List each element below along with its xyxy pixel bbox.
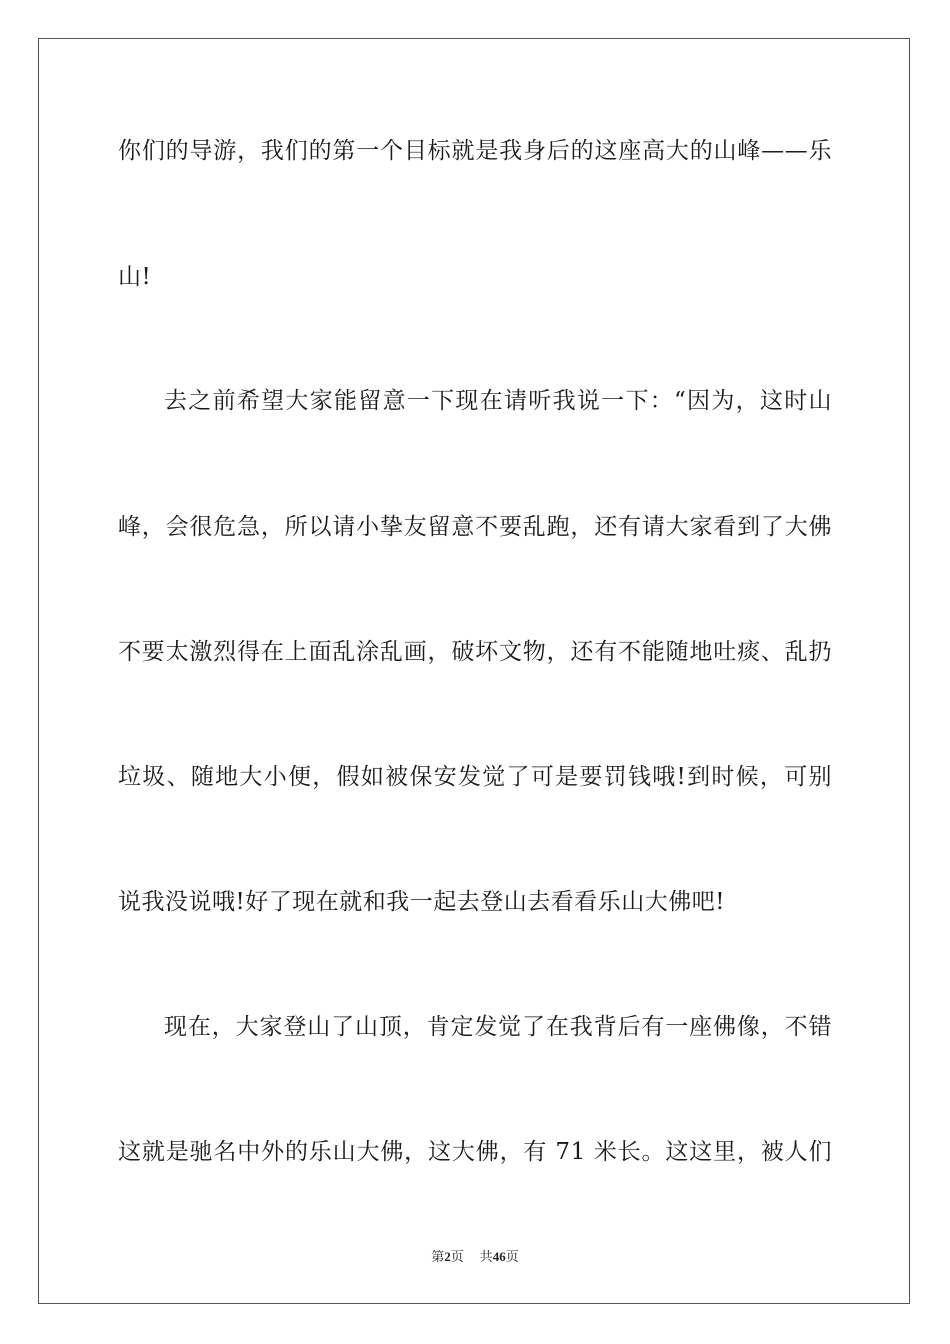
text-line-8: 现在，大家登山了山顶，肯定发觉了在我背后有一座佛像，不错 — [164, 1014, 832, 1040]
footer-total-prefix: 共 — [479, 1249, 493, 1264]
footer-page-suffix: 页 — [450, 1249, 464, 1264]
text-line-2: 山! — [118, 264, 152, 290]
text-line-1: 你们的导游，我们的第一个目标就是我身后的这座高大的山峰——乐 — [118, 138, 832, 164]
footer-total-suffix: 页 — [505, 1249, 519, 1264]
footer-page-current: 2 — [444, 1249, 451, 1264]
text-line-6: 垃圾、随地大小便，假如被保安发觉了可是要罚钱哦!到时候，可别 — [118, 764, 832, 790]
text-line-4: 峰，会很危急，所以请小挚友留意不要乱跑，还有请大家看到了大佛 — [118, 514, 832, 540]
page-border — [38, 38, 910, 1304]
footer-page-total: 46 — [492, 1249, 506, 1264]
footer-page-prefix: 第 — [431, 1249, 445, 1264]
text-line-3: 去之前希望大家能留意一下现在请听我说一下：“因为，这时山 — [164, 388, 832, 414]
page-footer — [0, 1246, 950, 1265]
text-line-7: 说我没说哦!好了现在就和我一起去登山去看看乐山大佛吧! — [118, 889, 725, 915]
text-line-9: 这就是驰名中外的乐山大佛，这大佛，有 71 米长。这这里，被人们 — [118, 1139, 832, 1165]
text-line-5: 不要太激烈得在上面乱涂乱画，破坏文物，还有不能随地吐痰、乱扔 — [118, 639, 832, 665]
